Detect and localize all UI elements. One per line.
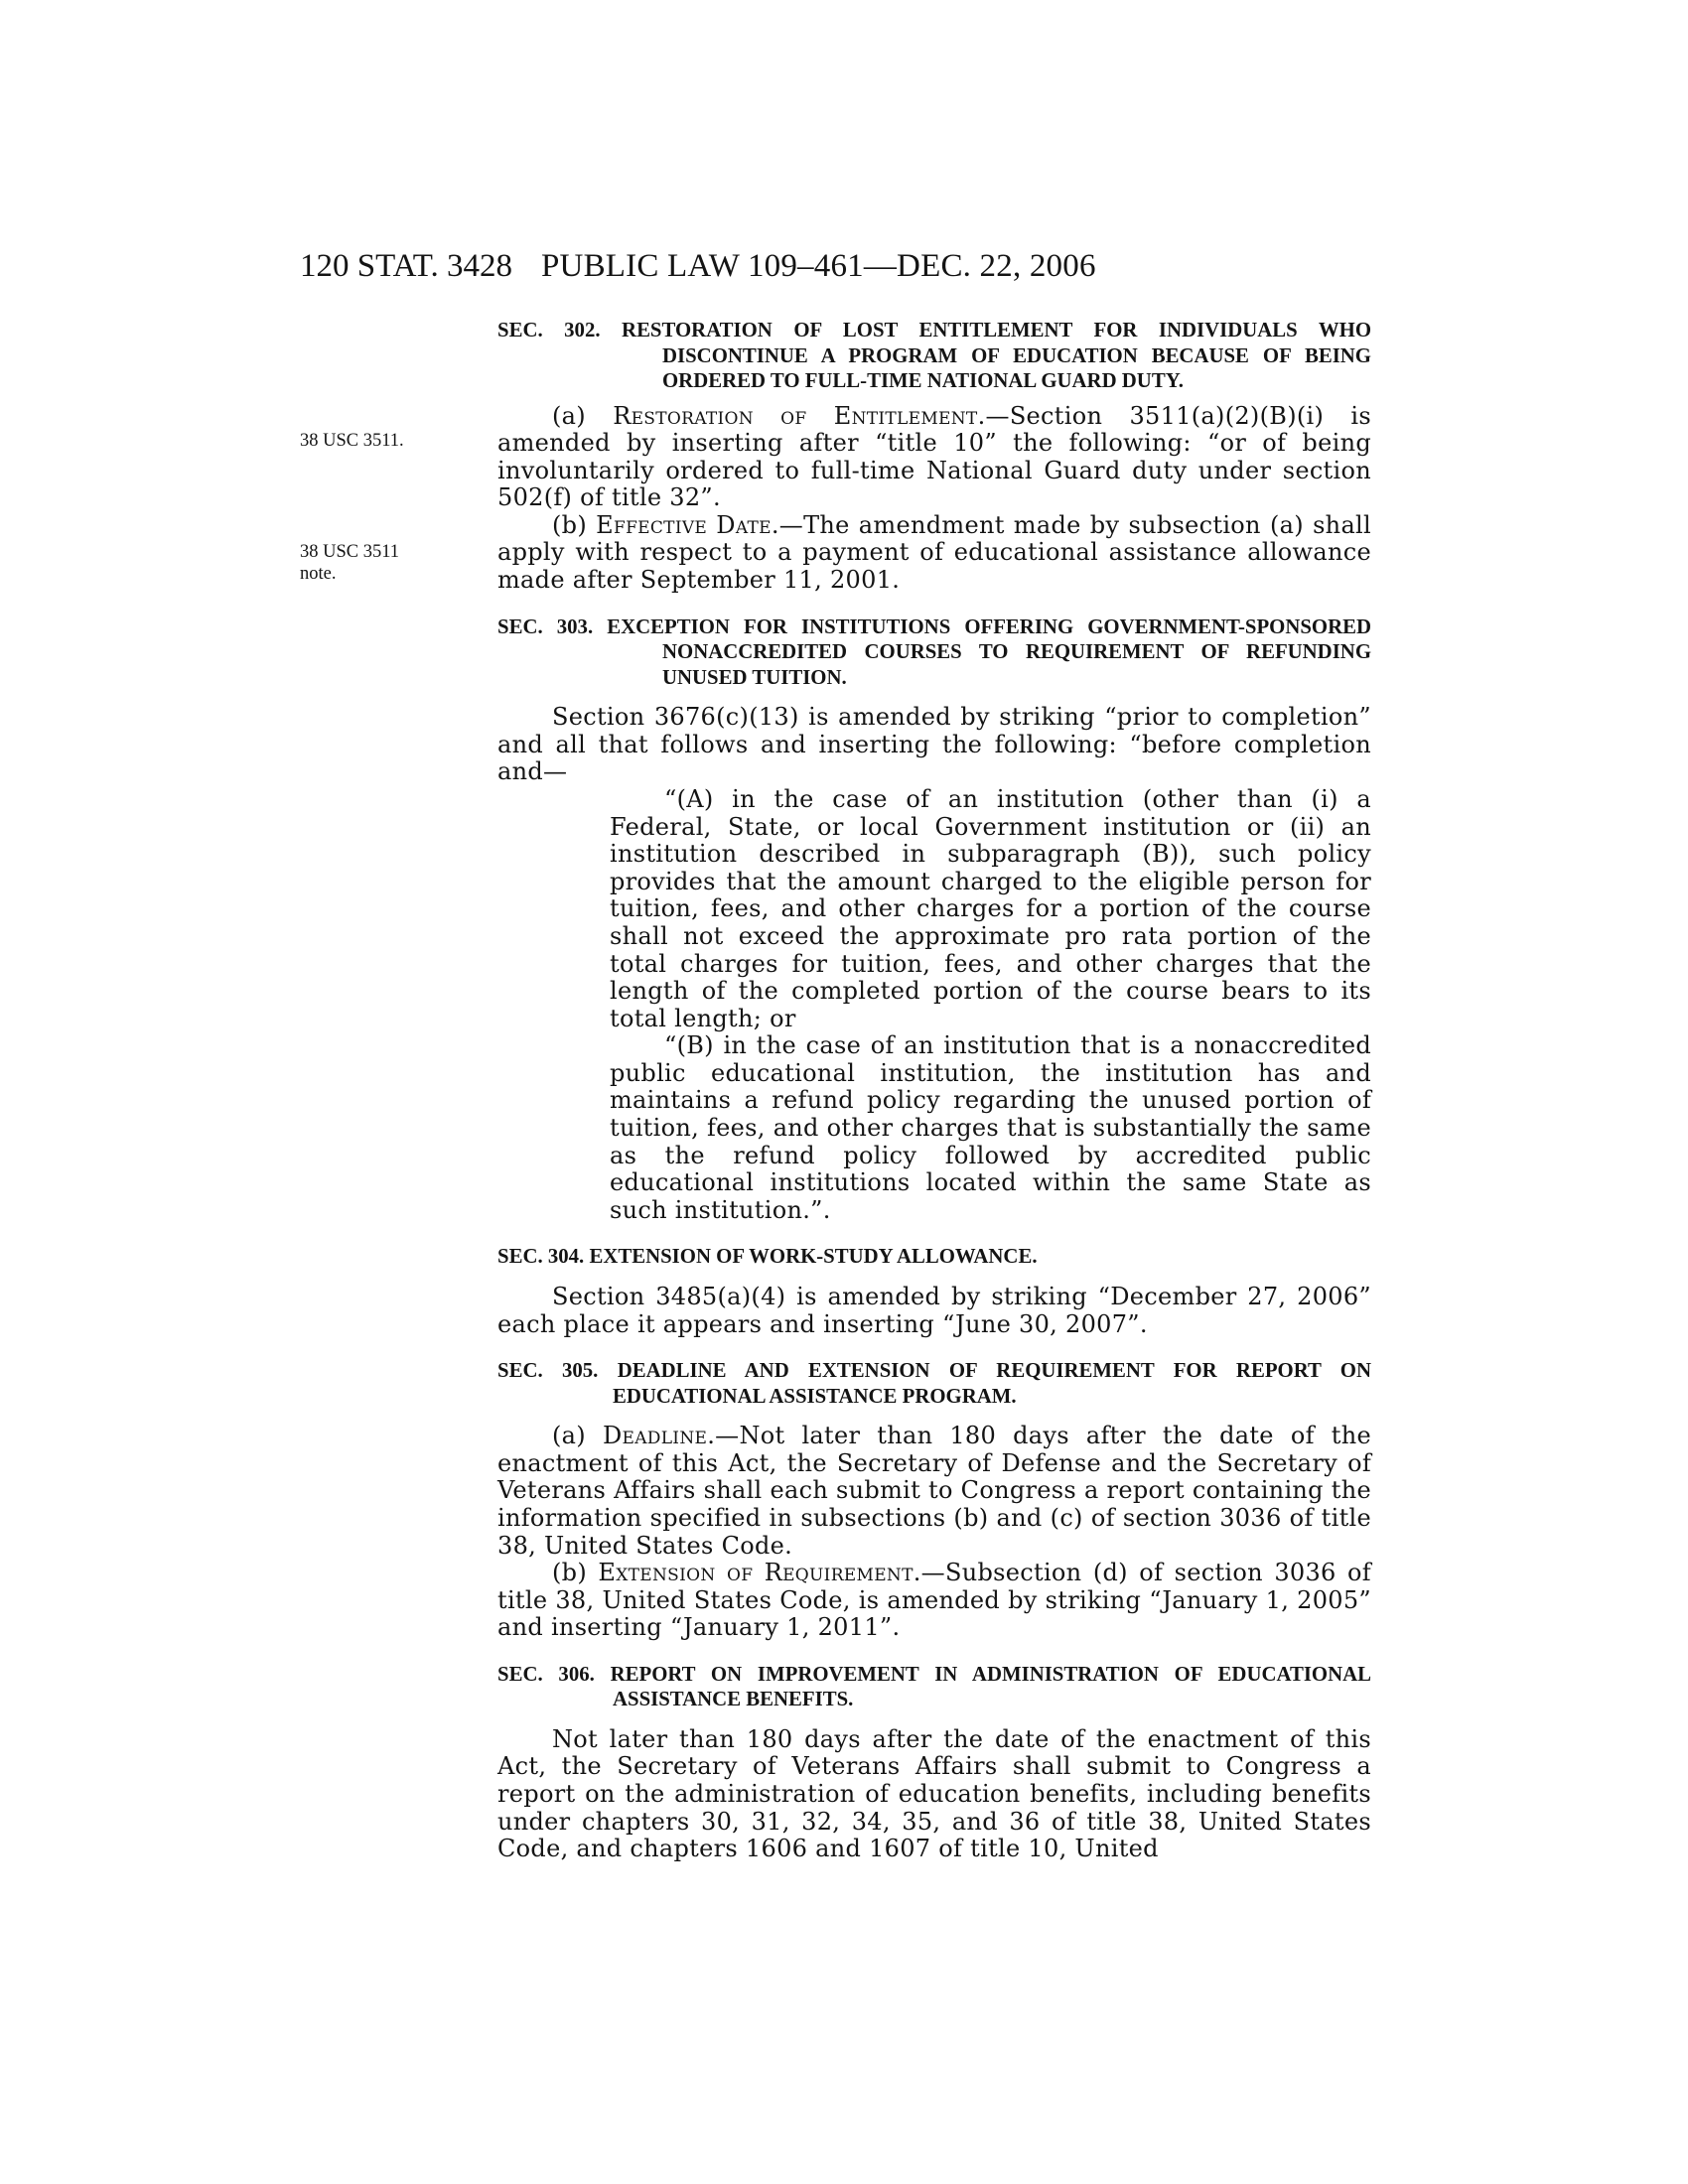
section-305-heading — [497, 1358, 1371, 1409]
stat-page-number: 120 STAT. 3428 — [300, 248, 513, 284]
section-302-subsection-a: (a) Restoration of Entitlement.—Section 3511(a)(2)(B)(i) is amended by inserting after “title 10” the following: “or of being involuntarily ordered to full-time National Guard duty under section 502(f) of title 32”. — [497, 401, 1372, 512]
section-number: SEC. 303. — [497, 614, 594, 638]
document-body — [497, 318, 1371, 1863]
section-title: RESTORATION OF LOST ENTITLEMENT FOR INDIVIDUALS WHO DISCONTINUE A PROGRAM OF EDUCATION BECAUSE OF BEING ORDERED TO FULL-TIME NATIONAL GUARD DUTY. — [622, 319, 1371, 392]
section-302-subsection-b: (b) Effective Date.—The amendment made by subsection (a) shall apply with respect to a payment of educational assistance allowance made after September 11, 2001. — [497, 510, 1372, 595]
margin-note-38-usc-3511: 38 USC 3511. — [300, 431, 404, 451]
margin-note-line: note. — [300, 564, 337, 584]
section-title: EXCEPTION FOR INSTITUTIONS OFFERING GOVERNMENT-SPONSORED NONACCREDITED COURSES TO REQUIREMENT OF REFUNDING UNUSED TUITION. — [607, 614, 1372, 689]
section-303-heading — [497, 614, 1371, 691]
section-304-text: Section 3485(a)(4) is amended by striking “December 27, 2006” each place it appears and inserting “June 30, 2007”. — [497, 1282, 1371, 1338]
section-number: SEC. 302. — [497, 319, 601, 341]
page-header — [300, 248, 1372, 288]
section-303-paragraph-b: “(B) in the case of an institution that is a nonaccredited public educational institution, the institution has and maintains a refund policy regarding the unused portion of tuition, fees, and other charges that is substantially the same as the refund policy followed by accredited public educational institutions located within the same State as such institution.”. — [610, 1031, 1371, 1224]
section-303-paragraph-a: “(A) in the case of an institution (other than (i) a Federal, State, or local Government institution or (ii) an institution described in subparagraph (B)), such policy provides that the amount charged to the eligible person for tuition, fees, and other charges for a portion of the course shall not exceed the approximate pro rata portion of the total charges for tuition, fees, and other charges that the length of the completed portion of the course bears to its total length; or — [610, 784, 1371, 1032]
section-305-subsection-b: (b) Extension of Requirement.—Subsection (d) of section 3036 of title 38, United States Code, is amended by striking “January 1, 2005” and inserting “January 1, 2011”. — [497, 1559, 1371, 1642]
section-title: EXTENSION OF WORK-STUDY ALLOWANCE. — [589, 1245, 1038, 1269]
subsection-heading: Effective Date. — [596, 510, 779, 539]
section-title: REPORT ON IMPROVEMENT IN ADMINISTRATION OF EDUCATIONAL ASSISTANCE BENEFITS. — [610, 1662, 1372, 1711]
subsection-heading: Deadline. — [602, 1422, 716, 1450]
section-number: SEC. 305. — [497, 1359, 599, 1383]
section-305-subsection-a: (a) Deadline.—Not later than 180 days after the date of the enactment of this Act, the Secretary of Defense and the Secretary of Veterans Affairs shall each submit to Congress a report containing the information specified in subsections (b) and (c) of section 3036 of title 38, United States Code. — [497, 1422, 1371, 1560]
subsection-heading: Restoration of Entitlement. — [613, 401, 986, 430]
margin-note-38-usc-3511-note — [300, 541, 439, 585]
public-law-title: PUBLIC LAW 109–461—DEC. 22, 2006 — [541, 248, 1096, 284]
section-306-text: Not later than 180 days after the date of the enactment of this Act, the Secretary of Veterans Affairs shall submit to Congress a report on the administration of education benefits, including benefits under chapters 30, 31, 32, 34, 35, and 36 of title 38, United States Code, and chapters 1606 and 1607 of title 10, United — [497, 1724, 1371, 1863]
section-303-intro: Section 3676(c)(13) is amended by striking “prior to completion” and all that follows and inserting the following: “before completion and— — [497, 703, 1371, 786]
margin-note-line: 38 USC 3511 — [300, 542, 400, 562]
section-number: SEC. 304. — [497, 1245, 585, 1269]
subsection-heading: Extension of Requirement. — [598, 1559, 921, 1587]
section-302-heading — [497, 318, 1371, 394]
section-304-heading — [497, 1244, 1371, 1270]
section-title: DEADLINE AND EXTENSION OF REQUIREMENT FOR REPORT ON EDUCATIONAL ASSISTANCE PROGRAM. — [613, 1359, 1371, 1408]
section-306-heading — [497, 1662, 1371, 1712]
section-number: SEC. 306. — [497, 1662, 595, 1686]
